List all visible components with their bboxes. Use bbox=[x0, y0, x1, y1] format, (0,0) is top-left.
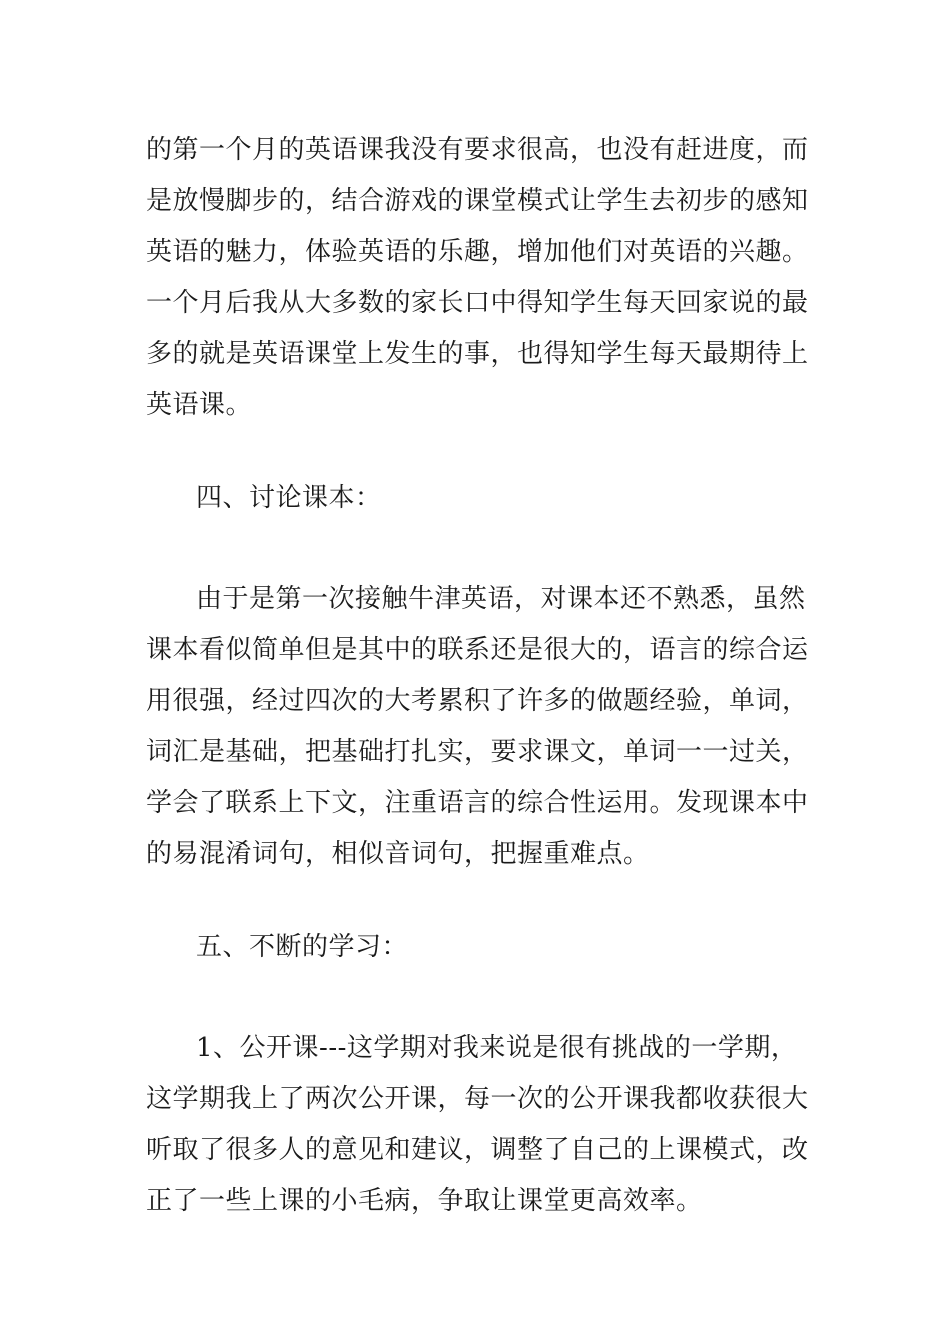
text-line: 是放慢脚步的，结合游戏的课堂模式让学生去初步的感知 bbox=[146, 186, 809, 216]
text-line: 英语的魅力，体验英语的乐趣，增加他们对英语的兴趣。 bbox=[146, 237, 809, 267]
text-line: 多的就是英语课堂上发生的事，也得知学生每天最期待上 bbox=[146, 339, 809, 369]
text-line: 1、公开课---这学期对我来说是很有挑战的一学期， bbox=[196, 1033, 798, 1063]
text-line: 正了一些上课的小毛病，争取让课堂更高效率。 bbox=[146, 1186, 703, 1216]
section-heading-discuss-textbook: 四、讨论课本： bbox=[196, 483, 382, 513]
text-line: 这学期我上了两次公开课，每一次的公开课我都收获很大 bbox=[146, 1084, 809, 1114]
text-line: 英语课。 bbox=[146, 390, 253, 420]
text-line: 的第一个月的英语课我没有要求很高，也没有赶进度，而 bbox=[146, 135, 809, 165]
text-line: 的易混淆词句，相似音词句，把握重难点。 bbox=[146, 839, 650, 869]
paragraph-textbook bbox=[146, 574, 809, 880]
paragraph-continuation bbox=[146, 125, 809, 431]
text-line: 一个月后我从大多数的家长口中得知学生每天回家说的最 bbox=[146, 288, 809, 318]
text-line: 听取了很多人的意见和建议，调整了自己的上课模式，改 bbox=[146, 1135, 809, 1165]
text-line: 课本看似简单但是其中的联系还是很大的，语言的综合运 bbox=[146, 635, 809, 665]
paragraph-open-class bbox=[146, 1023, 809, 1227]
text-line: 由于是第一次接触牛津英语，对课本还不熟悉，虽然 bbox=[196, 584, 806, 614]
text-line: 用很强，经过四次的大考累积了许多的做题经验，单词， bbox=[146, 686, 809, 716]
text-line: 学会了联系上下文，注重语言的综合性运用。发现课本中 bbox=[146, 788, 809, 818]
section-heading-continuous-learning: 五、不断的学习： bbox=[196, 932, 409, 962]
text-line: 词汇是基础，把基础打扎实，要求课文，单词一一过关， bbox=[146, 737, 809, 767]
